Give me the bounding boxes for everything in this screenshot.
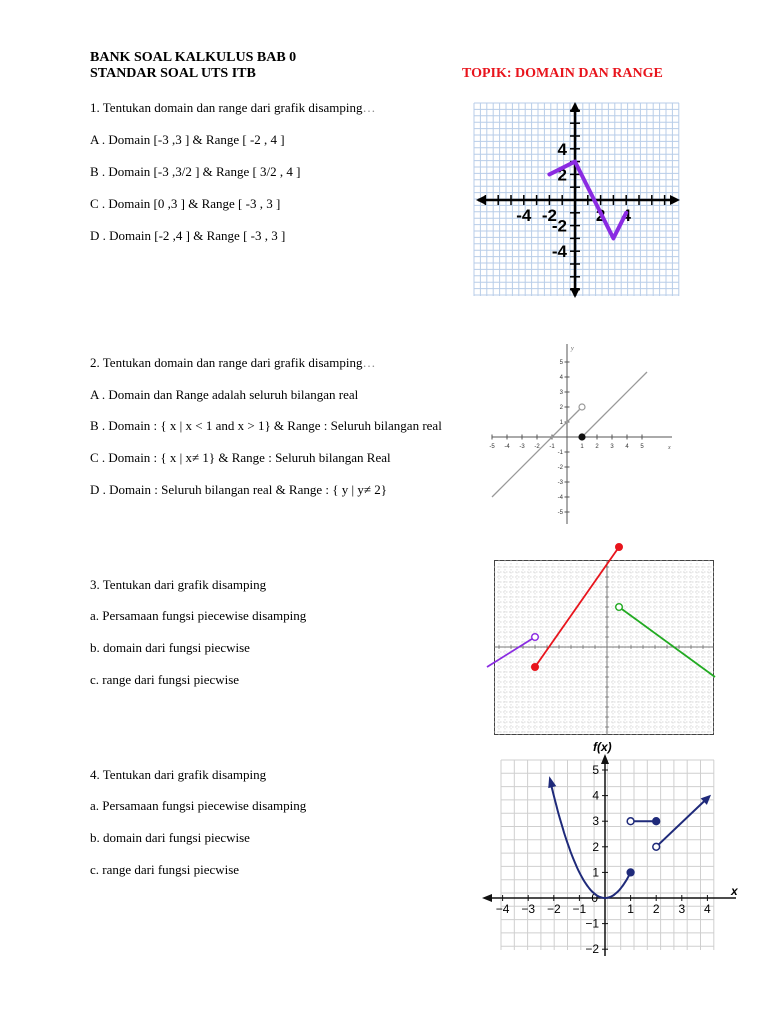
- y-tick-label: -3: [557, 480, 563, 486]
- x-tick-label: -5: [489, 444, 495, 450]
- y-tick-label: -5: [557, 510, 563, 516]
- closed-point: [627, 869, 634, 876]
- x-tick-label: 2: [595, 206, 606, 225]
- q2-option-c: C . Domain : { x | x≠ 1} & Range : Seluruh bilangan Real: [90, 450, 391, 465]
- x-tick-label: −3: [521, 902, 536, 916]
- q2-option-d: D . Domain : Seluruh bilangan real & Range : { y | y≠ 2}: [90, 482, 387, 497]
- q1-option-d: D . Domain [-2 ,4 ] & Range [ -3 , 3 ]: [90, 228, 286, 243]
- q1-prompt: 1. Tentukan domain dan range dari grafik disamping…: [90, 100, 376, 115]
- x-tick-label: 2: [595, 444, 599, 450]
- y-tick-label: 5: [592, 763, 599, 777]
- x-tick-label: −4: [495, 902, 510, 916]
- doc-title: BANK SOAL KALKULUS BAB 0: [90, 50, 297, 65]
- y-axis-label: f(x): [593, 740, 612, 754]
- x-tick-label: −1: [572, 902, 587, 916]
- y-tick-label: 1: [592, 865, 599, 880]
- x-tick-label: -4: [504, 444, 510, 450]
- closed-point: [616, 544, 623, 551]
- q2-graph: [490, 340, 680, 530]
- closed-point: [532, 664, 539, 671]
- open-point: [627, 818, 634, 825]
- open-point: [579, 404, 585, 410]
- y-tick-label: -2: [557, 465, 563, 471]
- x-tick-label: -2: [534, 444, 540, 450]
- q2-prompt: 2. Tentukan domain dan range dari grafik disamping…: [90, 355, 376, 370]
- y-tick-label: 4: [592, 788, 599, 803]
- x-tick-label: 4: [704, 902, 711, 916]
- open-point: [532, 634, 539, 641]
- y-tick-label: 5: [559, 360, 563, 366]
- q4-graph: [480, 738, 748, 960]
- series-line-right: [582, 372, 647, 437]
- x-tick-label: 2: [652, 902, 660, 916]
- x-tick-label: 1: [580, 444, 584, 450]
- x-tick-label: -1: [549, 444, 555, 450]
- x-tick-label: 3: [610, 444, 614, 450]
- y-tick-label: 4: [559, 375, 563, 381]
- y-tick-label: 1: [559, 420, 563, 426]
- origin-label: 0: [591, 891, 598, 905]
- q3-prompt: 3. Tentukan dari grafik disamping: [90, 577, 267, 592]
- q3-item-c: c. range dari fungsi piecwise: [90, 672, 240, 687]
- x-axis-label: x: [731, 884, 738, 898]
- q1-option-c: C . Domain [0 ,3 ] & Range [ -3 , 3 ]: [90, 196, 281, 211]
- parabola-arrow: [548, 776, 556, 788]
- q1-option-b: B . Domain [-3 ,3/2 ] & Range [ 3/2 , 4 ]: [90, 164, 301, 179]
- x-tick-label: -2: [541, 206, 557, 225]
- q4-item-a: a. Persamaan fungsi piecewise disamping: [90, 798, 307, 813]
- x-tick-label: 4: [625, 444, 629, 450]
- y-tick-label: 2: [592, 839, 599, 854]
- y-tick-label: −1: [585, 916, 599, 931]
- doc-subtitle: STANDAR SOAL UTS ITB: [90, 66, 256, 81]
- y-tick-label: -4: [551, 242, 567, 262]
- closed-point: [653, 818, 660, 825]
- q4-prompt: 4. Tentukan dari grafik disamping: [90, 767, 267, 782]
- open-point: [616, 604, 623, 611]
- q3-item-b: b. domain dari fungsi piecwise: [90, 640, 250, 655]
- y-tick-label: 2: [559, 405, 563, 411]
- series-line-left: [492, 410, 580, 498]
- q4-item-c: c. range dari fungsi piecwise: [90, 862, 240, 877]
- open-point: [653, 843, 660, 850]
- q3-item-a: a. Persamaan fungsi piecewise disamping: [90, 608, 307, 623]
- x-axis-arrow: [482, 894, 492, 902]
- y-tick-label: 4: [557, 139, 567, 159]
- closed-point: [579, 434, 585, 440]
- x-tick-label: -3: [519, 444, 525, 450]
- x-axis-arrow: [476, 195, 486, 205]
- q1-option-a: A . Domain [-3 ,3 ] & Range [ -2 , 4 ]: [90, 132, 285, 147]
- x-tick-label: 3: [678, 902, 686, 916]
- q4-item-b: b. domain dari fungsi piecwise: [90, 830, 250, 845]
- y-axis-label: y: [571, 346, 574, 352]
- y-axis-arrow: [601, 754, 609, 764]
- y-tick-label: -2: [551, 216, 567, 236]
- series-parabola: [551, 785, 630, 898]
- q2-option-a: A . Domain dan Range adalah seluruh bilangan real: [90, 387, 359, 402]
- y-tick-label: 3: [592, 814, 599, 829]
- q2-option-b: B . Domain : { x | x < 1 and x > 1} & Range : Seluruh bilangan real: [90, 418, 442, 433]
- y-tick-label: −2: [585, 942, 599, 957]
- x-axis-label: x: [668, 445, 671, 451]
- q3-graph: [494, 560, 714, 735]
- x-tick-label: −2: [546, 902, 561, 916]
- y-tick-label: 3: [559, 390, 563, 396]
- y-tick-label: 2: [557, 165, 567, 185]
- x-tick-label: 5: [640, 444, 644, 450]
- y-tick-label: -1: [557, 450, 563, 456]
- q1-graph: [474, 100, 684, 300]
- x-tick-label: 1: [627, 902, 634, 916]
- y-tick-label: -4: [557, 495, 563, 501]
- x-tick-label: -4: [516, 206, 532, 225]
- topic-title: TOPIK: DOMAIN DAN RANGE: [462, 66, 663, 81]
- x-tick-label: 4: [621, 206, 631, 225]
